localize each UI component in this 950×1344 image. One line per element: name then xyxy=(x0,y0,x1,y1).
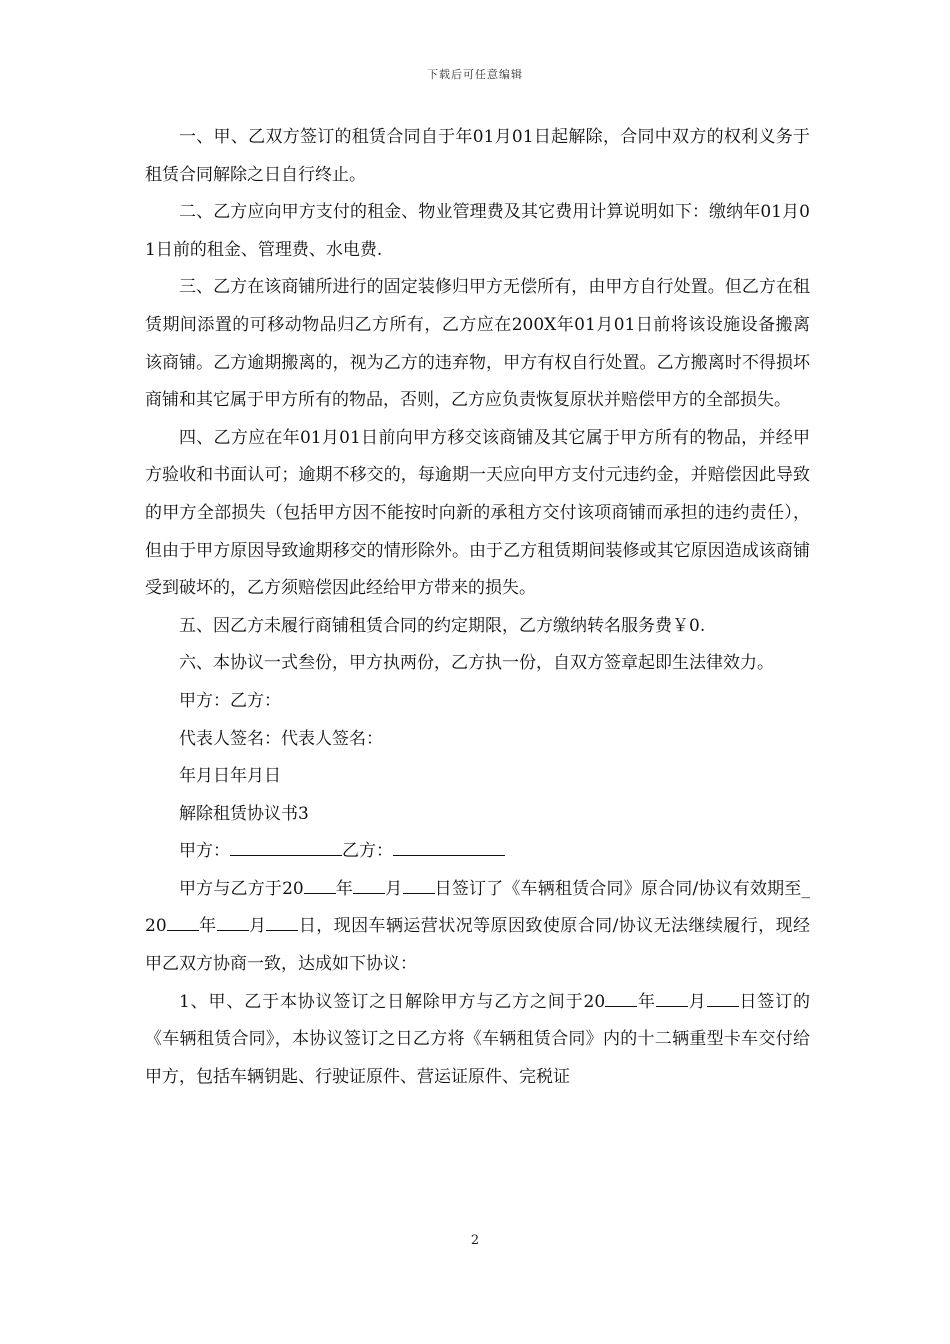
month-blank xyxy=(353,873,385,894)
paragraph-clause-3: 三、乙方在该商铺所进行的固定装修归甲方无偿所有，由甲方自行处置。但乙方在租赁期间添置的可移动物品归乙方所有，乙方应在200X年01月01日前将该设施设备搬离该商铺。乙方逾期搬离的，视为乙方的违弃物，甲方有权自行处置。乙方搬离时不得损坏商铺和其它属于甲方所有的物品，否则，乙方应负责恢复原状并赔偿甲方的全部损失。 xyxy=(145,277,810,411)
section-title: 解除租赁协议书3 xyxy=(179,803,309,824)
clause-text: 日签订的《车辆租赁合同》，本协议签订之日乙方将《车辆租赁合同》内的十二辆重型卡车交付给甲方，包括车辆钥匙、行驶证原件、营运证原件、完税证 xyxy=(145,991,811,1087)
intro-paragraph xyxy=(145,871,810,984)
year-blank xyxy=(167,910,199,931)
page-number: 2 xyxy=(470,1233,480,1248)
day-blank xyxy=(266,910,298,931)
signature-representatives: 代表人签名：代表人签名： xyxy=(179,728,383,749)
signature-parties: 甲方：乙方： xyxy=(179,690,281,711)
party-a-blank xyxy=(230,835,342,856)
party-b-label: 乙方： xyxy=(342,841,393,862)
paragraph-clause-2: 二、乙方应向甲方支付的租金、物业管理费及其它费用计算说明如下：缴纳年01月01日前的租金、管理费、水电费. xyxy=(145,202,810,260)
intro-text: 甲方与乙方于20 xyxy=(179,878,304,899)
paragraph-clause-5: 五、因乙方未履行商铺租赁合同的约定期限，乙方缴纳转名服务费￥0. xyxy=(179,615,706,636)
intro-text: 年 xyxy=(335,878,354,899)
document-body xyxy=(145,119,810,1096)
intro-text: 月 xyxy=(248,916,267,937)
party-b-blank xyxy=(393,835,505,856)
signature-dates: 年月日年月日 xyxy=(179,766,281,787)
month-blank xyxy=(656,986,688,1007)
clause-1-paragraph xyxy=(145,984,810,1097)
month-blank xyxy=(217,910,249,931)
clause-text: 1、甲、乙于本协议签订之日解除甲方与乙方之间于20 xyxy=(179,991,606,1012)
intro-text: 日签订了《车辆租赁合同》原合同/协议有效期至_20 xyxy=(145,878,810,937)
intro-text: 年 xyxy=(198,916,217,937)
intro-text: 日，现因车辆运营状况等原因致使原合同/协议无法继续履行，现经甲乙双方协商一致，达成如下协议： xyxy=(145,916,811,975)
paragraph-clause-1: 一、甲、乙双方签订的租赁合同自于年01月01日起解除，合同中双方的权利义务于租赁合同解除之日自行终止。 xyxy=(145,127,810,185)
clause-text: 月 xyxy=(687,991,707,1012)
paragraph-clause-4: 四、乙方应在年01月01日前向甲方移交该商铺及其它属于甲方所有的物品，并经甲方验收和书面认可；逾期不移交的，每逾期一天应向甲方支付元违约金，并赔偿因此导致的甲方全部损失（包括甲方因不能按时向新的承租方交付该项商铺而承担的违约责任），但由于甲方原因导致逾期移交的情形除外。由于乙方租赁期间装修或其它原因造成该商铺受到破坏的，乙方须赔偿因此经给甲方带来的损失。 xyxy=(145,427,810,599)
clause-text: 年 xyxy=(637,991,656,1012)
year-blank xyxy=(304,873,336,894)
page-header: 下载后可任意编辑 xyxy=(427,68,523,81)
paragraph-clause-6: 六、本协议一式叁份，甲方执两份，乙方执一份，自双方签章起即生法律效力。 xyxy=(179,653,774,674)
year-blank xyxy=(605,986,637,1007)
parties-line xyxy=(145,833,810,871)
party-a-label: 甲方： xyxy=(179,841,230,862)
day-blank xyxy=(707,986,739,1007)
intro-text: 月 xyxy=(385,878,403,899)
day-blank xyxy=(403,873,435,894)
